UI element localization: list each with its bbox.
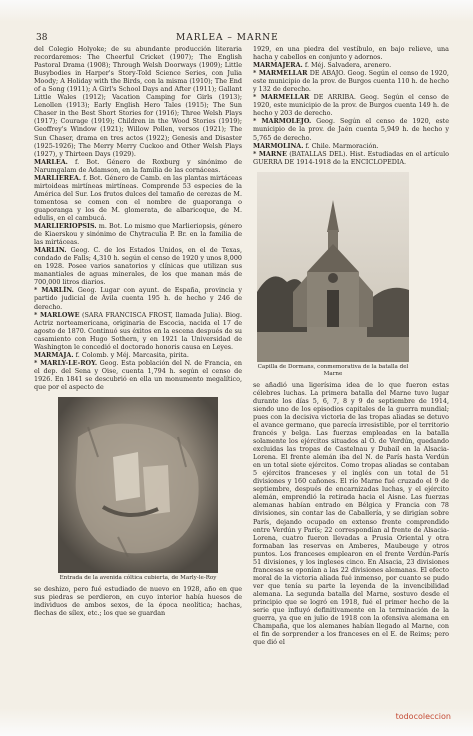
entry-head: MARLEA. <box>34 157 68 166</box>
running-title: MARLEA – MARNE <box>176 33 279 43</box>
entry-marmellar-abajo <box>253 69 449 93</box>
entry-marlin-spain <box>34 286 242 310</box>
paragraph: se añadió una ligerísima idea de lo que fueron estas célebres luchas. La primera batalla del Marne tuvo lugar durante los días 5, 6, 7, 8 y 9 de septiembre de 1914, siendo uno de los episodios capitales de la guerra mundial; pues con la decisiva victoria de las tropas aliadas se detuvo el avance germano, que parecía irresistible, por el territorio francés y belga. Las fuerzas empleadas en la batalla solamente los ejércitos situados al O. de Verdún, quedando excluidas las tropas de Castelnau y Dubail en la Alsacia-Lorena. El frente alemán iba del N. de París hasta Verdún en un total siete ejércitos. Como tropas aliadas se contaban 5 ejércitos franceses y el inglés con un total de 51 divisiones y 160 cañones. El río Marne fué cruzado el 9 de septiembre, después de encarnizadas luchas, y el ejército alemán, emprendió la retirada hacia el Aisne. Las fuerzas alemanas habían entrado en Bélgica y Francia con 78 divisiones, sin contar las de Caballería, y se dirigían sobre París, dejando ocupado en extenso frente comprendido entre Verdún y París; 22 correspondían al frente de Alsacia-Lorena, cuatro fueron llevadas a Prusia Oriental y otra formaban las reservas en Amberes, Maubeuge y otros puntos. Los franceses emplearon en el frente Verdún-París 51 divisiones, y los ingleses cinco. En Alsacia, 23 divisiones francesas se oponían a las 22 divisiones alemanas. El efecto moral de la victoria aliada fué inmenso, por cuanto se pudo ver que tenía su parte la leyenda de la invencibilidad alemana. La segunda batalla del Marne, sostuvo desde el principio que se logró en 1918, fué el primer hecho de la serie que influyó definitivamente en la terminación de la guerra, ya que en julio de 1918 con la ofensiva alemana en Champaña, que los alemanes habían llegado al Marne, con el fin de sorprender a los franceses en el E. de Reims; pero que dió el <box>253 380 449 647</box>
entry-text: Geog. Esta población del N. de Francia, en el dep. del Sena y Oise, cuenta 1,794 h. según el censo de 1926. En 1841 se descubrió en ella un monumento megalítico, que por el aspecto de <box>34 358 242 391</box>
entry-marmellar-arriba <box>253 93 449 117</box>
paragraph: del Colegio Holyoke; de su abundante producción literaria recordaremos: The Cheerful Cricket (1907); The English Pastoral Drama (1908); Through Welsh Doorways (1909); Little Busybodies in Harper's Story-Told Science Series, con Julia Moody; A Holiday with the Birds, con la misma (1910); The End of a Song (1911); A Girl's School Days and After (1911); Gallant Little Wales (1912); Vacation Camping for Girls (1913); Lenollen (1913); Early English Hero Tales (1915); The Sun Chaser in the Best Short Stories for (1916); Three Welsh Plays (1917); Courage (1919); Children in the Wood Stories (1919); Geoffrey's Window (1921); Willow Pollen, versos (1921); The Sun Chaser, drama en tres actos (1922); Genesis and Disaster (1925-1926); The Merry Merry Cuckoo and Other Welsh Plays (1927), y Thirteen Days (1929). <box>34 45 242 158</box>
figure-marly <box>58 397 218 582</box>
megalith-image <box>58 397 218 573</box>
entry-text: DE ARRIBA. Geog. Según el censo de 1920, este municipio de la prov. de Burgos cuenta 149 h. de hecho y 203 de derecho. <box>253 93 449 118</box>
entry-marlowe <box>34 311 242 351</box>
dormans-photo <box>257 172 409 362</box>
entry-head: MARLIERIOPSIS. <box>34 222 97 231</box>
entry-head: * MARMELLAR <box>253 93 310 102</box>
entry-head: * MARLY-LE-ROY. <box>34 358 98 367</box>
entry-text: f. Chile. Marmoración. <box>305 141 379 150</box>
entry-head: MARMOLINA. <box>253 141 304 150</box>
paragraph: 1929, en una piedra del vestíbulo, en bajo relieve, una hacha y cabellos en conjunto y adornos. <box>253 45 449 62</box>
page-number: 38 <box>36 33 48 43</box>
entry-text: f. Méj. Salvadera, arenero. <box>304 61 392 70</box>
entry-head: * MARLOWE <box>34 310 80 319</box>
paragraph: se deshizo, pero fué estudiado de nuevo en 1928, año en que sus piedras se perdieron, en cuyo interior había huesos de individuos de ambos sexos, de la época neolítica; hachas, flechas de sílex, etc.; los que se guardan <box>34 585 242 618</box>
entry-marlieriopsis <box>34 222 242 246</box>
entry-text: f. Colomb. y Méj. Marcasita, pirita. <box>75 350 189 359</box>
entry-marlea <box>34 158 242 174</box>
left-column <box>34 45 242 705</box>
entry-marmajera <box>253 61 449 69</box>
entry-marlin <box>34 246 242 286</box>
entry-text: Geog. Lugar con ayunt. de España, provincia y partido judicial de Ávila cuenta 195 h. de hecho y 246 de derecho. <box>34 286 242 311</box>
entry-text: (SARA FRANCISCA FROST, llamada Julia). Biog. Actriz norteamericana, originaria de Escocia, nacida el 17 de agosto de 1870. Continuó sus éxitos en la escena después de su casamiento con Hugo Sothern, y en 1921 la Universidad de Washington le concedió el doctorado honoris causa en Leyes. <box>34 310 242 351</box>
right-column <box>253 45 449 705</box>
entry-text: (BATALLAS DEL). Hist. Estudiadas en el artículo GUERRA DE 1914-1918 de la ENCICLOPEDIA. <box>253 149 449 166</box>
marly-photo <box>58 397 218 573</box>
entry-text: f. Bot. Género de Camb. en las plantas mirtáceas mirtoideas mirtíneas mirtíneas. Comprende 53 especies de la América del Sur. Los frutos dulces del tamaño de cerezas de M. tomentosa se comen con el nombre de guaporanga o guaporanga y los de M. glomerata, de albaricoque, de M. edulis, en el cambucá. <box>34 173 242 222</box>
entry-text: DE ABAJO. Geog. Según el censo de 1920, este municipio de la prov. de Burgos cuenta 110 h. de hecho y 132 de derecho. <box>253 69 449 94</box>
entry-text: m. Bot. Lo mismo que Marlieriopsis, género de Kiaerskou y sinónimo de Chytraculia P. Br. en la familia de las mirtáceas. <box>34 222 242 247</box>
entry-head: * MARNE <box>253 149 287 158</box>
entry-marlierea <box>34 174 242 222</box>
page-top-margin <box>0 0 473 22</box>
entry-marmaja <box>34 351 242 359</box>
entry-head: MARMAJA. <box>34 350 74 359</box>
entry-marne <box>253 150 449 166</box>
entry-head: * MARMELLAR <box>253 69 308 78</box>
entry-head: * MARMOLEJO. <box>253 117 312 126</box>
figure-caption: Capilla de Dormans, conmemorativa de la batalla del Marne <box>257 363 409 377</box>
entry-marmolejo <box>253 117 449 141</box>
entry-head: MARMAJERA. <box>253 61 303 70</box>
entry-text: Geog. C. de los Estados Unidos, en el de Texas, condado de Falls; 4,310 h. según el censo de 1920 y unos 8,000 en 1928. Posee varios sanatorios y clínicas que utilizan sus manantiales de aguas minerales, de los que manan más de 700,000 litros diarios. <box>34 246 242 287</box>
entry-head: MARLIN. <box>34 246 67 255</box>
figure-caption: Entrada de la avenida cóltica cubierta, de Marly-le-Roy <box>59 575 217 582</box>
entry-marly-le-roy <box>34 359 242 391</box>
figure-dormans <box>257 172 409 378</box>
entry-marmolina <box>253 142 449 150</box>
entry-text: Geog. Según el censo de 1920, este municipio de la prov. de Jaén cuenta 5,949 h. de hecho y 5,765 de derecho. <box>253 117 449 142</box>
watermark: todocoleccion <box>395 712 451 721</box>
entry-text: f. Bot. Género de Roxburg y sinónimo de Narumgalam de Adamson, en la familia de las cornáceas. <box>34 157 242 174</box>
entry-head: MARLIEREA. <box>34 173 82 182</box>
running-header <box>36 33 446 45</box>
entry-head: * MARLÍN. <box>34 286 74 295</box>
chapel-image <box>257 172 409 362</box>
